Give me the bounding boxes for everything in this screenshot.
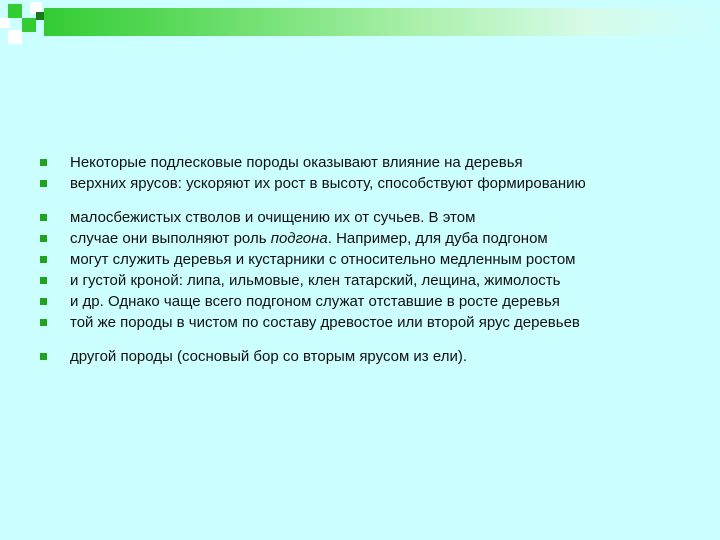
list-item (38, 251, 698, 272)
decorative-header (0, 0, 720, 48)
deco-square-icon (8, 30, 22, 44)
list-item (38, 154, 698, 175)
deco-square-icon (36, 12, 44, 20)
square-bullet-icon (40, 180, 47, 187)
square-bullet-icon (40, 277, 47, 284)
list-item-text-before: случае они выполняют роль (70, 230, 271, 247)
deco-square-icon (22, 18, 36, 32)
deco-square-icon (8, 4, 22, 18)
square-bullet-icon (40, 298, 47, 305)
bullet-list (38, 154, 698, 369)
header-gradient-bar (44, 8, 720, 36)
square-bullet-icon (40, 256, 47, 263)
square-bullet-icon (40, 214, 47, 221)
list-item (38, 209, 698, 230)
list-item (38, 272, 698, 293)
list-item (38, 175, 698, 209)
square-bullet-icon (40, 319, 47, 326)
list-item-text: Некоторые подлесковые породы оказывают влияние на деревья (70, 154, 523, 171)
list-item-text-after: . Например, для дуба подгоном (327, 230, 548, 247)
list-item-emphasis: подгона (270, 230, 328, 247)
list-item-text: верхних ярусов: ускоряют их рост в высоту, способствуют формированию (70, 175, 586, 192)
list-item (38, 314, 698, 348)
list-item (38, 348, 698, 369)
list-item (38, 293, 698, 314)
list-item-text: той же породы в чистом по составу древостое или второй ярус деревьев (70, 314, 580, 331)
list-item-text: и густой кроной: липа, ильмовые, клен татарский, лещина, жимолость (70, 272, 561, 289)
list-item-text: и др. Однако чаще всего подгоном служат отставшие в росте деревья (70, 293, 560, 310)
deco-square-icon (0, 18, 10, 28)
square-bullet-icon (40, 353, 47, 360)
list-item-text: другой породы (сосновый бор со вторым ярусом из ели). (70, 348, 467, 365)
square-bullet-icon (40, 159, 47, 166)
list-item-text: малосбежистых стволов и очищению их от сучьев. В этом (70, 209, 476, 226)
square-bullet-icon (40, 235, 47, 242)
list-item-text: могут служить деревья и кустарники с относительно медленным ростом (70, 251, 576, 268)
list-item (38, 230, 698, 251)
